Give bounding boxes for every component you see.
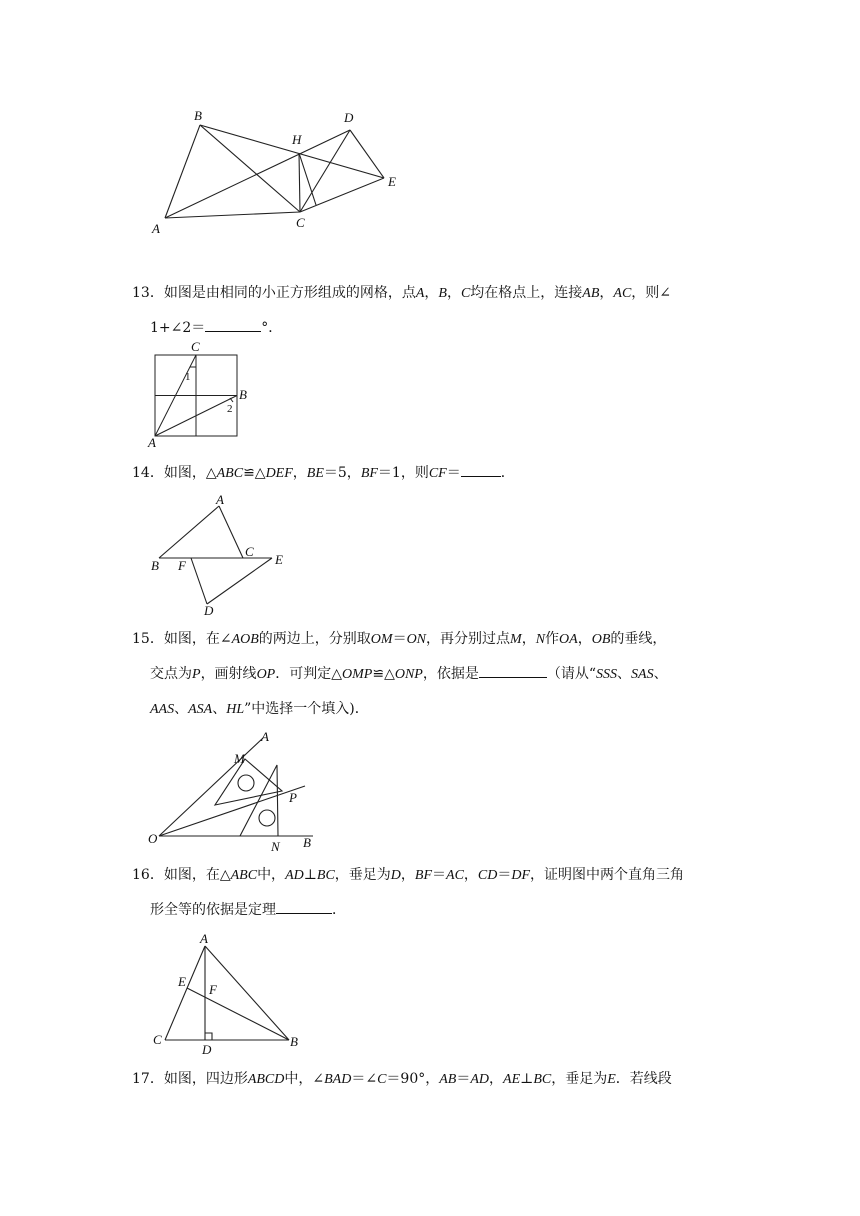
answer-blank-14[interactable] [461,462,501,477]
figure-q16 [145,930,305,1058]
label-A: A [200,931,208,946]
q15-line3: AAS、ASA、HL”中选择一个填入)． [150,701,369,717]
q15-line2: 交点为P，画射线OP．可判定△OMP≌△ONP，依据是 （请从“SSS、SAS、 [132,657,742,692]
label-C: C [191,339,200,354]
label-C: C [153,1032,162,1047]
label-N: N [271,839,280,854]
label-F: F [209,982,217,997]
figure-q14-svg [145,494,295,618]
question-13: 13．如图是由相同的小正方形组成的网格，点A，B，C均在格点上，连接AB，AC，则∠ 1+∠2＝ °． [132,276,742,346]
question-17: 17．如图，四边形ABCD中，∠BAD＝∠C＝90°，AB＝AD，AE⊥BC，垂足为E．若线段 [132,1071,672,1087]
answer-blank-16[interactable] [276,899,332,914]
q13-number: 13． [132,285,164,301]
label-D: D [202,1042,212,1057]
label-D: D [344,110,354,125]
q13-line2: 1+∠2＝ °． [132,311,742,346]
figure-q13-svg [145,340,255,452]
question-15: 15．如图，在∠AOB的两边上，分别取OM＝ON，再分别过点M，N作OA，OB的垂线， 交点为P，画射线OP．可判定△OMP≌△ONP，依据是 （请从“SSS、SAS、 AAS、ASA、HL”中选择一个填入)． [132,622,742,727]
q17-number: 17． [132,1071,164,1087]
figure-q13 [145,340,255,452]
label-A: A [216,492,224,507]
question-14: 14．如图，△ABC≌△DEF，BE＝5，BF＝1，则CF＝ ． [132,456,742,491]
figure-q12-svg [140,100,420,240]
figure-q15 [145,730,335,855]
label-C: C [296,215,305,230]
label-F: F [178,558,186,573]
label-P: P [289,790,297,805]
label-B: B [239,387,247,402]
figure-q15-svg [145,730,335,855]
label-D: D [204,603,214,618]
q15-number: 15． [132,631,164,647]
label-B: B [151,558,159,573]
answer-blank-13[interactable] [205,317,261,332]
label-H: H [292,132,302,147]
question-16: 16．如图，在△ABC中，AD⊥BC，垂足为D，BF＝AC，CD＝DF，证明图中两个直角三角 形全等的依据是定理 ． [132,858,742,928]
label-O: O [148,831,158,846]
label-A: A [152,221,160,236]
label-E: E [178,974,186,989]
label-A: A [261,729,269,744]
q14-number: 14． [132,465,164,481]
answer-blank-15[interactable] [479,663,547,678]
label-M: M [234,751,245,766]
label-E: E [275,552,283,567]
angle-1-label: 1 [185,371,191,383]
figure-q16-svg [145,930,305,1058]
label-E: E [388,174,396,189]
label-C: C [245,544,254,559]
figure-q14 [145,494,295,618]
label-A: A [148,435,156,450]
angle-2-label: 2 [227,403,233,415]
q16-line2: 形全等的依据是定理 ． [132,893,742,928]
label-B: B [290,1034,298,1049]
label-B: B [194,108,202,123]
label-B: B [303,835,311,850]
q16-number: 16． [132,867,164,883]
figure-q12 [140,100,420,240]
